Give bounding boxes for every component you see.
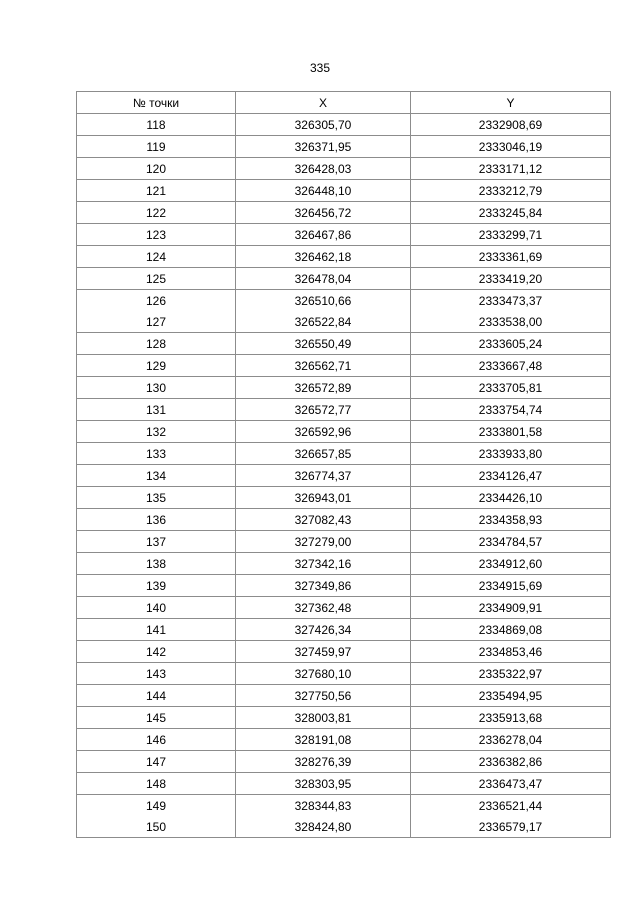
cell-point-number: 131 — [77, 399, 236, 421]
cell-point-number: 138 — [77, 553, 236, 575]
table-row — [77, 597, 611, 619]
cell-y: 2334915,69 — [411, 575, 611, 597]
cell-y: 2334126,47 — [411, 465, 611, 487]
table-row — [77, 553, 611, 575]
page-number: 335 — [309, 61, 331, 75]
cell-y: 2333473,37 — [411, 290, 611, 312]
table-row — [77, 773, 611, 795]
cell-x: 327680,10 — [236, 663, 411, 685]
table-row — [77, 443, 611, 465]
cell-x: 328191,08 — [236, 729, 411, 751]
cell-y: 2333245,84 — [411, 202, 611, 224]
table-row — [77, 663, 611, 685]
cell-y: 2334358,93 — [411, 509, 611, 531]
cell-y: 2334853,46 — [411, 641, 611, 663]
cell-point-number: 130 — [77, 377, 236, 399]
cell-x: 326462,18 — [236, 246, 411, 268]
cell-x: 327349,86 — [236, 575, 411, 597]
table-row — [77, 816, 611, 838]
table-row — [77, 487, 611, 509]
table-row — [77, 685, 611, 707]
cell-x: 327750,56 — [236, 685, 411, 707]
cell-x: 326774,37 — [236, 465, 411, 487]
table-row — [77, 399, 611, 421]
cell-y: 2333419,20 — [411, 268, 611, 290]
cell-x: 326572,89 — [236, 377, 411, 399]
table-row — [77, 333, 611, 355]
header-y: Y — [411, 92, 611, 114]
cell-x: 326943,01 — [236, 487, 411, 509]
cell-y: 2333801,58 — [411, 421, 611, 443]
table-row — [77, 377, 611, 399]
table-row — [77, 158, 611, 180]
cell-y: 2334426,10 — [411, 487, 611, 509]
table-row — [77, 114, 611, 136]
cell-x: 326428,03 — [236, 158, 411, 180]
cell-x: 326562,71 — [236, 355, 411, 377]
cell-y: 2333754,74 — [411, 399, 611, 421]
cell-y: 2336382,86 — [411, 751, 611, 773]
table-row — [77, 465, 611, 487]
cell-y: 2334784,57 — [411, 531, 611, 553]
cell-y: 2333705,81 — [411, 377, 611, 399]
cell-y: 2333046,19 — [411, 136, 611, 158]
cell-y: 2336579,17 — [411, 816, 611, 838]
cell-point-number: 127 — [77, 311, 236, 333]
cell-x: 326550,49 — [236, 333, 411, 355]
cell-point-number: 122 — [77, 202, 236, 224]
cell-x: 328344,83 — [236, 795, 411, 817]
cell-point-number: 137 — [77, 531, 236, 553]
cell-y: 2332908,69 — [411, 114, 611, 136]
cell-point-number: 123 — [77, 224, 236, 246]
table-row — [77, 641, 611, 663]
table-row — [77, 707, 611, 729]
table-row — [77, 355, 611, 377]
cell-x: 327342,16 — [236, 553, 411, 575]
cell-y: 2333299,71 — [411, 224, 611, 246]
cell-x: 326371,95 — [236, 136, 411, 158]
cell-point-number: 121 — [77, 180, 236, 202]
cell-point-number: 149 — [77, 795, 236, 817]
table-body — [77, 114, 611, 838]
cell-x: 326448,10 — [236, 180, 411, 202]
cell-x: 326572,77 — [236, 399, 411, 421]
cell-y: 2334912,60 — [411, 553, 611, 575]
cell-point-number: 150 — [77, 816, 236, 838]
cell-y: 2334909,91 — [411, 597, 611, 619]
cell-point-number: 125 — [77, 268, 236, 290]
cell-point-number: 139 — [77, 575, 236, 597]
cell-point-number: 133 — [77, 443, 236, 465]
table-row — [77, 180, 611, 202]
cell-point-number: 140 — [77, 597, 236, 619]
cell-x: 327362,48 — [236, 597, 411, 619]
cell-y: 2335322,97 — [411, 663, 611, 685]
table-row — [77, 290, 611, 312]
cell-y: 2333667,48 — [411, 355, 611, 377]
cell-y: 2335494,95 — [411, 685, 611, 707]
cell-point-number: 124 — [77, 246, 236, 268]
cell-x: 327459,97 — [236, 641, 411, 663]
cell-point-number: 142 — [77, 641, 236, 663]
cell-point-number: 147 — [77, 751, 236, 773]
cell-y: 2333361,69 — [411, 246, 611, 268]
cell-x: 328276,39 — [236, 751, 411, 773]
cell-point-number: 126 — [77, 290, 236, 312]
header-point-number: № точки — [77, 92, 236, 114]
cell-y: 2336278,04 — [411, 729, 611, 751]
cell-x: 326510,66 — [236, 290, 411, 312]
cell-point-number: 148 — [77, 773, 236, 795]
table-row — [77, 224, 611, 246]
table-row — [77, 268, 611, 290]
cell-x: 328003,81 — [236, 707, 411, 729]
cell-y: 2333933,80 — [411, 443, 611, 465]
cell-x: 326478,04 — [236, 268, 411, 290]
cell-point-number: 145 — [77, 707, 236, 729]
cell-point-number: 144 — [77, 685, 236, 707]
cell-point-number: 136 — [77, 509, 236, 531]
table-row — [77, 751, 611, 773]
coordinates-table — [76, 91, 611, 838]
table-row — [77, 509, 611, 531]
table-row — [77, 136, 611, 158]
cell-x: 326456,72 — [236, 202, 411, 224]
cell-y: 2335913,68 — [411, 707, 611, 729]
cell-y: 2333171,12 — [411, 158, 611, 180]
cell-point-number: 132 — [77, 421, 236, 443]
cell-x: 328303,95 — [236, 773, 411, 795]
header-x: X — [236, 92, 411, 114]
cell-point-number: 141 — [77, 619, 236, 641]
cell-point-number: 129 — [77, 355, 236, 377]
table-row — [77, 575, 611, 597]
cell-x: 327082,43 — [236, 509, 411, 531]
table-row — [77, 531, 611, 553]
cell-point-number: 143 — [77, 663, 236, 685]
cell-point-number: 118 — [77, 114, 236, 136]
table-header-row — [77, 92, 611, 114]
cell-x: 326522,84 — [236, 311, 411, 333]
table-row — [77, 202, 611, 224]
cell-x: 327426,34 — [236, 619, 411, 641]
cell-y: 2334869,08 — [411, 619, 611, 641]
table-row — [77, 795, 611, 817]
table-row — [77, 246, 611, 268]
cell-x: 326592,96 — [236, 421, 411, 443]
cell-point-number: 134 — [77, 465, 236, 487]
cell-point-number: 135 — [77, 487, 236, 509]
table-row — [77, 421, 611, 443]
cell-y: 2333212,79 — [411, 180, 611, 202]
cell-x: 326657,85 — [236, 443, 411, 465]
cell-point-number: 120 — [77, 158, 236, 180]
cell-y: 2336473,47 — [411, 773, 611, 795]
cell-y: 2333605,24 — [411, 333, 611, 355]
cell-y: 2333538,00 — [411, 311, 611, 333]
cell-point-number: 146 — [77, 729, 236, 751]
cell-x: 326305,70 — [236, 114, 411, 136]
cell-x: 327279,00 — [236, 531, 411, 553]
table-row — [77, 729, 611, 751]
cell-y: 2336521,44 — [411, 795, 611, 817]
cell-x: 326467,86 — [236, 224, 411, 246]
cell-x: 328424,80 — [236, 816, 411, 838]
table-row — [77, 311, 611, 333]
cell-point-number: 119 — [77, 136, 236, 158]
cell-point-number: 128 — [77, 333, 236, 355]
table-row — [77, 619, 611, 641]
